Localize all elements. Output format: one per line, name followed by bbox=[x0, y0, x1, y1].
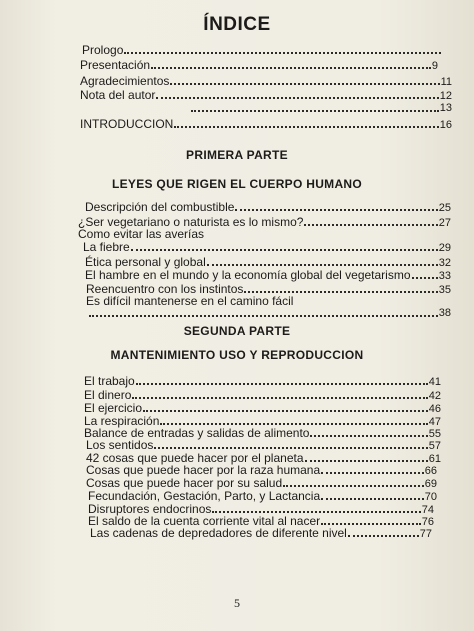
leader-dots bbox=[89, 306, 438, 317]
leader-dots bbox=[283, 476, 424, 487]
toc-entry-page: 29 bbox=[438, 242, 451, 254]
toc-entry-label: Agradecimientos bbox=[80, 74, 170, 88]
toc-entry-label: Prologo bbox=[82, 43, 124, 57]
toc-entry-label: El dinero bbox=[84, 388, 132, 402]
leader-dots bbox=[212, 502, 420, 513]
leader-dots bbox=[244, 282, 437, 293]
page-number: 5 bbox=[234, 596, 240, 610]
leader-dots bbox=[412, 268, 438, 279]
leader-dots bbox=[131, 240, 438, 251]
toc-entry-page: 32 bbox=[438, 257, 451, 269]
toc-entry-prologo bbox=[82, 43, 442, 57]
toc-entry-page: 33 bbox=[438, 270, 451, 282]
leader-dots bbox=[170, 74, 439, 85]
toc-entry-page: 77 bbox=[419, 528, 432, 540]
toc-entry-page: 25 bbox=[438, 202, 451, 214]
leader-dots bbox=[136, 374, 428, 385]
leader-dots bbox=[321, 463, 424, 474]
toc-entry-label: Ética personal y global bbox=[85, 255, 206, 269]
leader-dots bbox=[160, 414, 427, 425]
leader-dots bbox=[305, 451, 428, 462]
toc-entry-label: El ejercicio bbox=[84, 401, 143, 415]
leader-dots bbox=[207, 255, 438, 266]
toc-entry-page: 16 bbox=[439, 119, 452, 131]
toc-entry-label: Balance de entradas y salidas de alimento bbox=[84, 426, 310, 440]
toc-entry bbox=[84, 374, 441, 388]
part1-label: PRIMERA PARTE bbox=[186, 148, 288, 162]
toc-entry-label: Cosas que puede hacer por su salud bbox=[86, 476, 283, 490]
toc-entry-continuation bbox=[190, 101, 452, 115]
leader-dots bbox=[156, 88, 438, 99]
toc-entry-label: El hambre en el mundo y la economía global del vegetarismo bbox=[85, 268, 411, 282]
part2-title: MANTENIMIENTO USO Y REPRODUCCION bbox=[110, 348, 364, 362]
toc-entry-page: 57 bbox=[428, 440, 441, 452]
toc-entry-page: 11 bbox=[440, 76, 452, 88]
toc-entry-label: Descripción del combustible bbox=[85, 200, 235, 214]
leader-dots bbox=[132, 388, 427, 399]
toc-entry-page: 61 bbox=[428, 453, 441, 465]
toc-entry-page: 76 bbox=[421, 516, 434, 528]
toc-entry bbox=[86, 476, 437, 490]
toc-entry-label: Presentación bbox=[80, 58, 151, 72]
leader-dots bbox=[235, 200, 437, 211]
toc-entry-label: ¿Ser vegetariano o naturista es lo mismo? bbox=[78, 215, 304, 229]
leader-dots bbox=[321, 489, 424, 500]
toc-entry-page: 27 bbox=[438, 217, 451, 229]
toc-entry bbox=[86, 438, 441, 452]
leader-dots bbox=[174, 117, 438, 128]
toc-entry-page: 13 bbox=[439, 102, 452, 114]
toc-entry bbox=[86, 463, 437, 477]
leader-dots bbox=[143, 401, 428, 412]
page-title: ÍNDICE bbox=[203, 14, 271, 35]
leader-dots bbox=[191, 101, 439, 112]
toc-entry-label: INTRODUCCION bbox=[80, 117, 174, 131]
toc-entry bbox=[88, 489, 437, 503]
toc-entry bbox=[84, 401, 441, 415]
toc-entry-label: Como evitar las averías bbox=[78, 227, 205, 241]
toc-entry-page: 42 bbox=[428, 390, 441, 402]
toc-entry-presentacion bbox=[80, 58, 438, 72]
toc-entry bbox=[84, 388, 441, 402]
toc-entry-page: 12 bbox=[439, 90, 452, 102]
toc-entry-label: Es difícil mantenerse en el camino fácil bbox=[86, 294, 294, 308]
toc-entry-label: Disruptores endocrinos bbox=[88, 502, 212, 516]
toc-entry-label: Reencuentro con los instintos bbox=[86, 282, 244, 296]
toc-entry-label: Las cadenas de depredadores de diferente nivel bbox=[90, 526, 347, 540]
toc-entry bbox=[85, 268, 451, 282]
toc-entry-page: 38 bbox=[438, 307, 451, 319]
leader-dots bbox=[151, 58, 431, 69]
toc-entry-page: 9 bbox=[431, 60, 438, 72]
toc-entry-page: 55 bbox=[428, 428, 441, 440]
part1-title: LEYES QUE RIGEN EL CUERPO HUMANO bbox=[111, 177, 363, 191]
toc-entry-nota-del-autor bbox=[80, 88, 452, 102]
part2-label: SEGUNDA PARTE bbox=[183, 324, 291, 338]
toc-entry bbox=[85, 255, 451, 269]
toc-entry-page: 46 bbox=[428, 403, 441, 415]
toc-entry-page: 70 bbox=[424, 491, 437, 503]
toc-entry-agradecimientos bbox=[80, 74, 452, 88]
toc-entry bbox=[83, 240, 451, 254]
toc-entry-page: 47 bbox=[428, 416, 441, 428]
toc-entry-label: 42 cosas que puede hacer por el planeta bbox=[86, 451, 304, 465]
leader-dots bbox=[124, 43, 441, 54]
toc-entry-label: Nota del autor bbox=[80, 88, 156, 102]
toc-entry-page: 41 bbox=[428, 376, 441, 388]
leader-dots bbox=[321, 514, 421, 525]
toc-entry-label: Fecundación, Gestación, Parto, y Lactancia bbox=[88, 489, 321, 503]
toc-entry-introduccion bbox=[80, 117, 452, 131]
toc-entry-label: El saldo de la cuenta corriente vital al nacer bbox=[88, 514, 321, 528]
toc-entry-label: Los sentidos bbox=[86, 438, 154, 452]
leader-dots bbox=[154, 438, 427, 449]
toc-entry-label: La fiebre bbox=[83, 240, 130, 254]
toc-entry-page: 69 bbox=[424, 478, 437, 490]
toc-entry-page: 66 bbox=[424, 465, 437, 477]
toc-entry-label: Cosas que puede hacer por la raza humana bbox=[86, 463, 321, 477]
toc-entry bbox=[90, 526, 432, 540]
toc-entry-continuation bbox=[88, 306, 451, 320]
leader-dots bbox=[304, 215, 437, 226]
leader-dots bbox=[348, 526, 419, 537]
leader-dots bbox=[310, 426, 427, 437]
toc-entry bbox=[85, 200, 451, 214]
toc-entry bbox=[78, 227, 278, 241]
toc-entry-label: El trabajo bbox=[84, 374, 135, 388]
toc-entry-page: 35 bbox=[438, 284, 451, 296]
toc-entry-page: 74 bbox=[421, 504, 434, 516]
toc-entry-label: La respiración bbox=[84, 414, 160, 428]
